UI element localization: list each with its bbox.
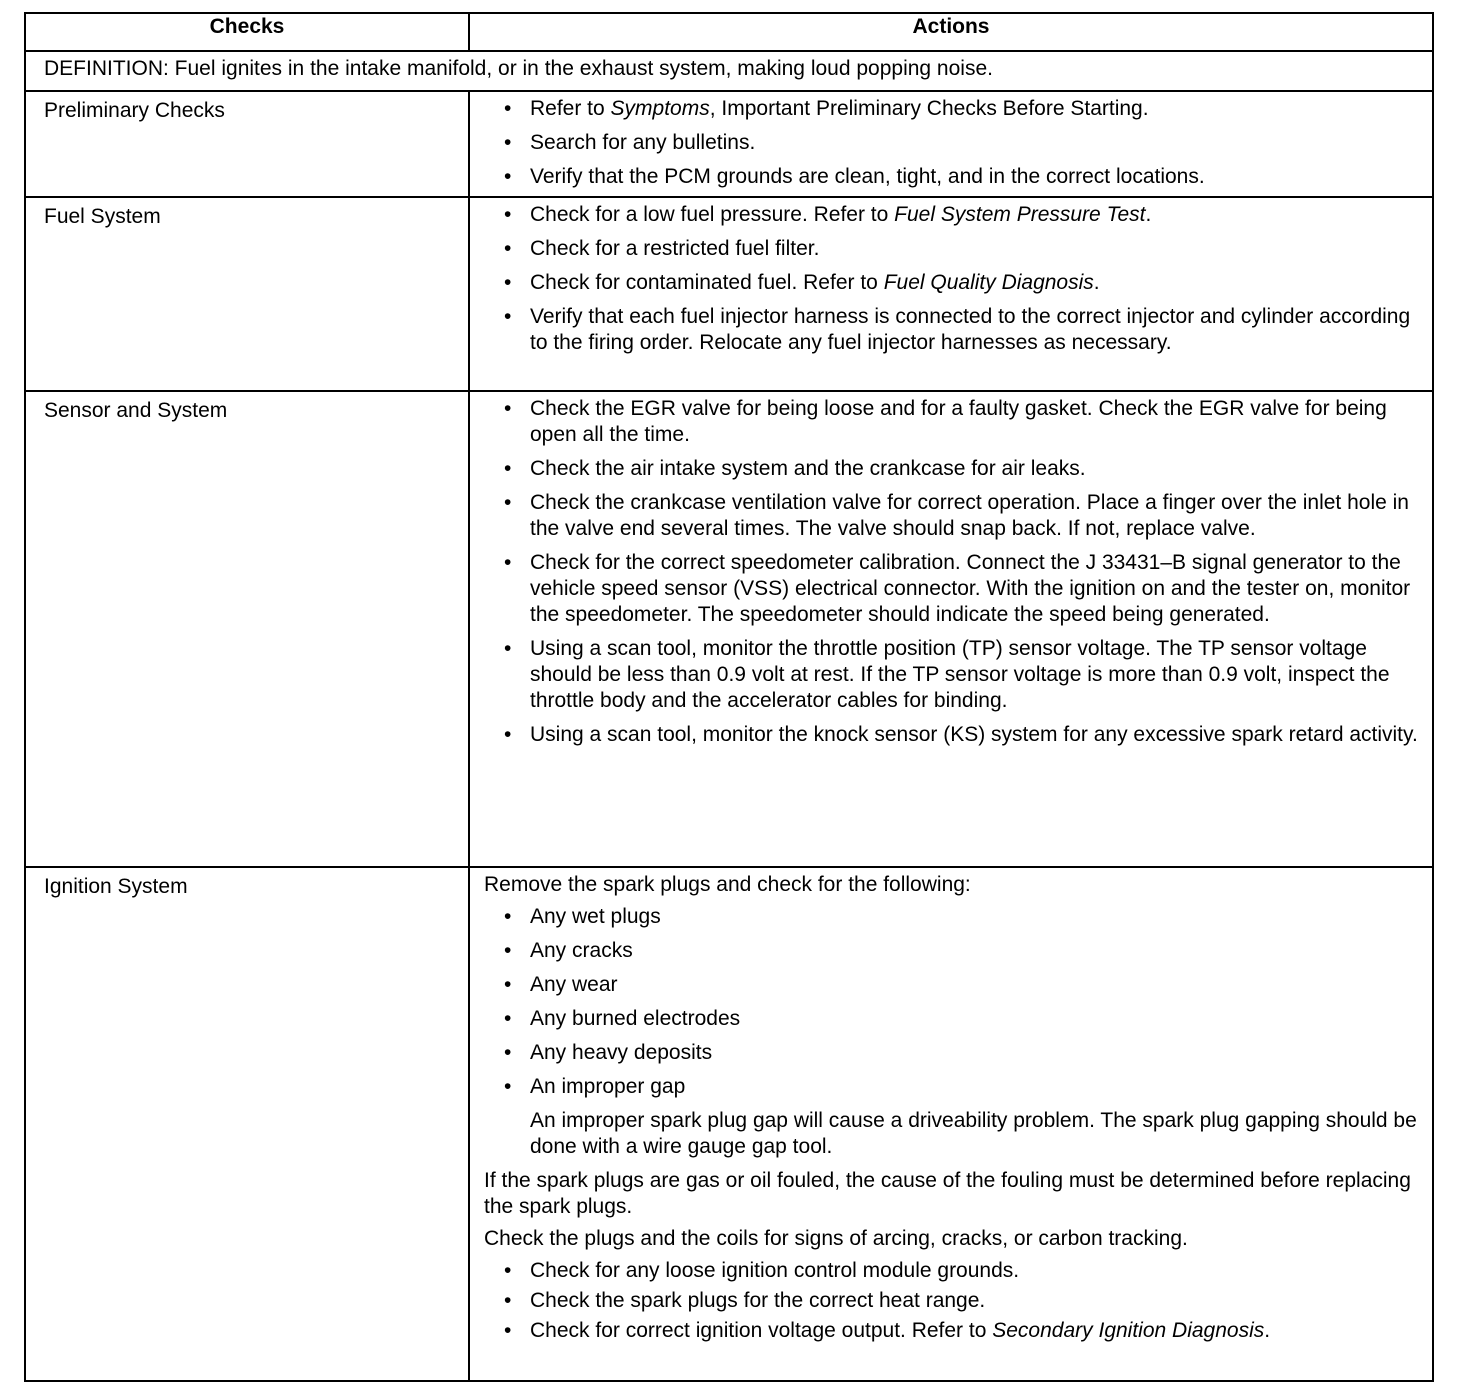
check-label-ignition: Ignition System: [25, 867, 469, 1381]
list-item: • Check the EGR valve for being loose and for a faulty gasket. Check the EGR valve for being open all the time.: [504, 397, 1387, 446]
table-row-ignition: [25, 867, 1433, 1381]
actions-header: Actions: [469, 13, 1433, 51]
list-item: • Any wear: [504, 973, 618, 996]
bullet-list-fuel: [484, 202, 1420, 356]
bullet-list-preliminary: [484, 96, 1420, 190]
actions-ignition: [469, 867, 1433, 1381]
actions-sensor: [469, 391, 1433, 867]
check-label-fuel: Fuel System: [25, 197, 469, 391]
list-item: • Using a scan tool, monitor the knock sensor (KS) system for any excessive spark retard activity.: [504, 723, 1418, 746]
bullet-list-sensor: [484, 396, 1420, 748]
definition-text: DEFINITION: Fuel ignites in the intake manifold, or in the exhaust system, making loud popping noise.: [25, 51, 1433, 91]
list-item: • Check the crankcase ventilation valve for correct operation. Place a finger over the inlet hole in the valve end several times. The valve should snap back. If not, replace valve.: [504, 491, 1409, 540]
list-item: • Verify that the PCM grounds are clean, tight, and in the correct locations.: [504, 165, 1205, 188]
list-item: • Using a scan tool, monitor the throttle position (TP) sensor voltage. The TP sensor voltage should be less than 0.9 volt at rest. If the TP sensor voltage is more than 0.9 volt, inspect the throttle body and the accelerator cables for binding.: [504, 637, 1390, 712]
actions-preliminary: [469, 91, 1433, 197]
checks-header: Checks: [25, 13, 469, 51]
list-item: • Check for any loose ignition control module grounds.: [504, 1259, 1020, 1282]
check-label-sensor: Sensor and System: [25, 391, 469, 867]
actions-fuel: [469, 197, 1433, 391]
diagnosis-table: [24, 12, 1434, 1382]
list-item: • Check for a low fuel pressure. Refer to Fuel System Pressure Test.: [504, 203, 1152, 226]
list-item: • Check the spark plugs for the correct heat range.: [504, 1289, 986, 1312]
gap-note: An improper spark plug gap will cause a driveability problem. The spark plug gapping should be done with a wire gauge gap tool.: [530, 1109, 1417, 1158]
list-item: • Check the air intake system and the crankcase for air leaks.: [504, 457, 1086, 480]
bullet-list-plugs: [484, 904, 1420, 1100]
list-item: • Verify that each fuel injector harness is connected to the correct injector and cylinder according to the firing order. Relocate any fuel injector harnesses as necessary.: [504, 305, 1411, 354]
table-row-sensor: [25, 391, 1433, 867]
bullet-list-final: [484, 1258, 1420, 1344]
list-item: • Search for any bulletins.: [504, 131, 756, 154]
list-item: • Any heavy deposits: [504, 1041, 713, 1064]
list-item: • Check for the correct speedometer calibration. Connect the J 33431–B signal generator to the vehicle speed sensor (VSS) electrical connector. With the ignition on and the tester on, monitor the speedometer. The speedometer should indicate the speed being generated.: [504, 551, 1411, 626]
list-item: • Any burned electrodes: [504, 1007, 741, 1030]
list-item: • Check for a restricted fuel filter.: [504, 237, 820, 260]
ignition-intro: Remove the spark plugs and check for the following:: [484, 873, 971, 896]
list-item: • Refer to Symptoms, Important Preliminary Checks Before Starting.: [504, 97, 1149, 120]
fouled-note: If the spark plugs are gas or oil fouled, the cause of the fouling must be determined before replacing the spark plugs.: [484, 1169, 1411, 1218]
list-item: • Any wet plugs: [504, 905, 661, 928]
list-item: • Check for correct ignition voltage output. Refer to Secondary Ignition Diagnosis.: [504, 1319, 1271, 1342]
table-row-preliminary: [25, 91, 1433, 197]
list-item: • Check for contaminated fuel. Refer to Fuel Quality Diagnosis.: [504, 271, 1100, 294]
arcing-note: Check the plugs and the coils for signs of arcing, cracks, or carbon tracking.: [484, 1227, 1188, 1250]
table-row-fuel: [25, 197, 1433, 391]
check-label-preliminary: Preliminary Checks: [25, 91, 469, 197]
header-row: [25, 13, 1433, 51]
list-item: • Any cracks: [504, 939, 633, 962]
definition-row: [25, 51, 1433, 91]
list-item: • An improper gap: [504, 1075, 686, 1098]
